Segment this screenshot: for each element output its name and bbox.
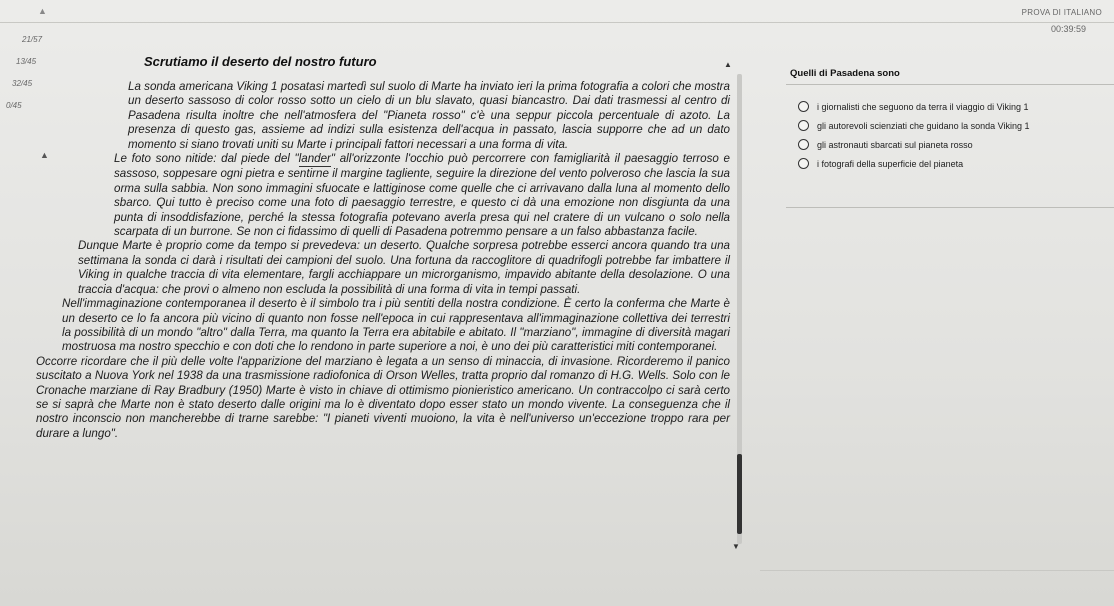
divider — [760, 570, 1114, 571]
arrow-up-icon[interactable]: ▲ — [724, 60, 732, 69]
radio-button[interactable] — [798, 120, 809, 131]
chevron-up-icon[interactable]: ▲ — [38, 6, 47, 16]
question-panel — [786, 63, 1114, 211]
scrollbar-thumb[interactable] — [737, 454, 742, 534]
countdown-timer: 00:39:59 — [1050, 24, 1086, 34]
divider — [786, 207, 1114, 208]
counter-1[interactable]: 21/57 — [22, 35, 43, 44]
counter-3[interactable]: 32/45 — [12, 79, 33, 88]
counter-4[interactable]: 0/45 — [6, 101, 22, 110]
option-label: i giornalisti che seguono da terra il viaggio di Viking 1 — [817, 101, 1029, 112]
underlined-term: lander — [299, 152, 331, 167]
radio-button[interactable] — [798, 101, 809, 112]
answer-option-3[interactable] — [798, 135, 1114, 154]
top-bar — [0, 0, 1114, 23]
paragraph-5: Occorre ricordare che il più delle volte l'apparizione del marziano è legata a un senso di minaccia, di invasione. Ricorderemo il panico suscitato a Nuova York nel 1938 da una trasmissione radiofonica di Orson Welles, tratta proprio dal romanzo di H.G. Wells. Solo con le Cronache marziane di Ray Bradbury (1950) Marte è visto in chiave di ottimismo pionieristico americano. Un contraccolpo ci sarà certo se si saprà che Marte non è stato deserto dalle origini ma lo è diventato dopo esser stato un mondo vivente. La conseguenza che il nostro inconscio non mancherebbe di trarne sarebbe: "I pianeti viventi muoiono, la vita è nell'universo un'eccezione troppo rara per durare a lungo". — [36, 354, 730, 440]
arrow-down-icon[interactable]: ▼ — [732, 542, 740, 551]
passage-text — [30, 80, 730, 441]
option-label: gli astronauti sbarcati sul pianeta rosso — [817, 139, 973, 150]
answer-option-4[interactable] — [798, 154, 1114, 173]
answer-option-1[interactable] — [798, 97, 1114, 116]
answer-options — [798, 97, 1114, 173]
radio-button[interactable] — [798, 139, 809, 150]
option-label: i fotografi della superficie del pianeta — [817, 158, 964, 169]
passage-scrollbar[interactable] — [737, 74, 742, 544]
app-name: PROVA DI ITALIANO — [1021, 8, 1102, 17]
question-title: Quelli di Pasadena sono — [790, 68, 900, 79]
arrow-up-icon[interactable]: ▲ — [40, 150, 49, 160]
counter-2[interactable]: 13/45 — [16, 57, 37, 66]
reading-passage — [30, 54, 742, 584]
radio-button[interactable] — [798, 158, 809, 169]
option-label: gli autorevoli scienziati che guidano la sonda Viking 1 — [817, 120, 1030, 131]
divider — [786, 84, 1114, 85]
paragraph-1: La sonda americana Viking 1 posatasi martedì sul suolo di Marte ha inviato ieri la prima fotografia a colori che mostra un deserto sassoso di color rosso sotto un cielo di un blu slavato, quasi biancastro. Dai dati trasmessi al centro di Pasadena risulta inoltre che nell'atmosfera del "Pianeta rosso" c'è una seppur piccola percentuale di azoto. La presenza di questo gas, assieme ad indizi sulla esistenza dell'acqua in passato, lascia supporre che ad un dato momento si siano trovati uniti su Marte i principali fattori necessari a una forma di vita. — [128, 80, 730, 151]
passage-title: Scrutiamo il deserto del nostro futuro — [144, 54, 377, 69]
answer-option-2[interactable] — [798, 116, 1114, 135]
paragraph-4: Nell'immaginazione contemporanea il deserto è il simbolo tra i più sentiti della nostra condizione. È certo la conferma che Marte è un deserto ce lo fa ancora più vicino di quanto non fosse nell'epoca in cui rappresentava all'immaginazione collettiva dei terrestri la possibilità di un mondo "altro" dalla Terra, ma quanto la Terra era abitabile e abitato. Il "marziano", immagine di diversità magari mostruosa ma nostro specchio e con doti che lo rendono in parte superiore a noi, è uno dei più caratteristici miti contemporanei. — [62, 297, 730, 354]
paragraph-3: Dunque Marte è proprio come da tempo si prevedeva: un deserto. Qualche sorpresa potrebbe esserci ancora quando tra una settimana la sonda ci darà i risultati dei campioni del suolo. Una fortuna da raccoglitore di quadrifogli potrebbe far imbattere il Viking in qualche traccia di vita elementare, fargli acchiappare un microrganismo, impavido abitante della desolazione. O una traccia d'acqua: che provi o almeno non escluda la possibilità di una forma di vita in tempi passati. — [78, 239, 730, 296]
paragraph-2: Le foto sono nitide: dal piede del "lander" all'orizzonte l'occhio può percorrere con famigliarità il paesaggio terroso e sassoso, soppesare ogni pietra e sentirne il margine tagliente, seguire la direzione del vento polveroso che lascia la sua orma sulla sabbia. Non sono immagini sfuocate e lattiginose come quelle che ci arrivavano dalla luna al momento dello sbarco. Qui tutto è preciso come una foto di paesaggio terrestre, e questo ci dà una emozione non disgiunta da una punta di insoddisfazione, perché la stessa fotografia potevano averla presa qui nel cratere di un vulcano o solo nella scarpata di un burrone. Se non ci fidassimo di quelli di Pasadena potremmo pensare a un falso abbastanza facile. — [114, 152, 730, 239]
